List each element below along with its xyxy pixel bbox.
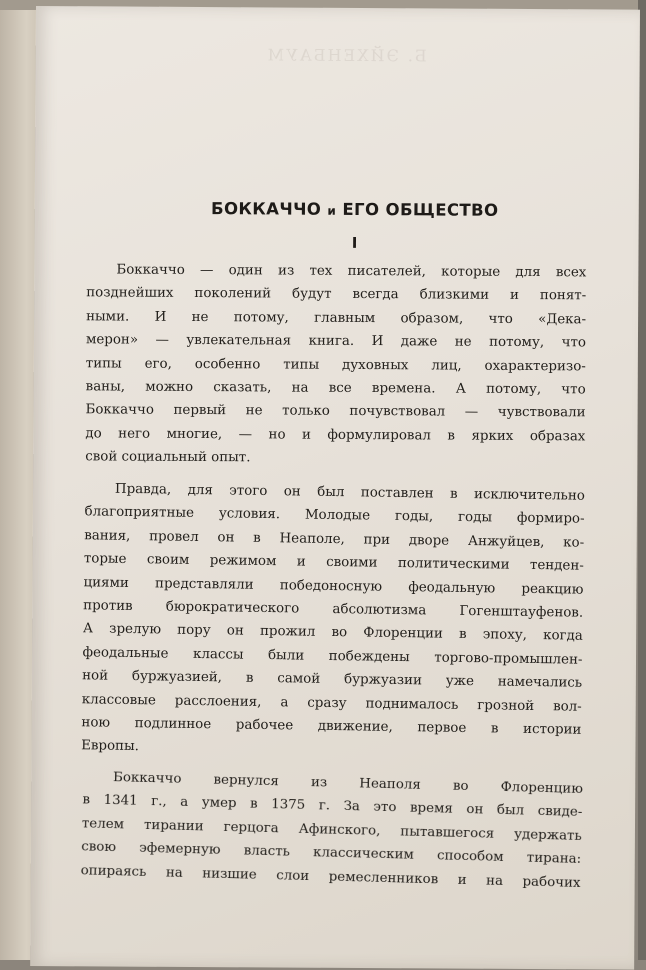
text-line: ною подлинное рабочее движение, первое в истории xyxy=(81,714,582,738)
text-line: ной буржуазией, в самой буржуазии уже намечались xyxy=(82,667,583,691)
text-line: Боккаччо вернулся из Неаполя во Флоренцию xyxy=(112,770,584,798)
show-through-text: Б. ЭЙХЕНБАУМ xyxy=(265,45,427,66)
text-line: Боккаччо первый не только почувствовал — чувствовали xyxy=(85,402,586,421)
text-line: А зрелую пору он прожил во Флоренции в эпоху, когда xyxy=(82,621,583,644)
text-line: благоприятные условия. Молодые годы, годы формиро- xyxy=(84,504,585,527)
text-line: телем тирании герцога Афинского, пытавшегося удержать xyxy=(81,816,582,844)
body-text xyxy=(80,258,587,893)
text-line: против бюрократического абсолютизма Гогенштауфенов. xyxy=(83,597,584,621)
chapter-title xyxy=(125,199,585,221)
text-line: свою эфемерную власть классическим способом тирана: xyxy=(81,839,582,868)
chapter-title-part-2: ЕГО ОБЩЕСТВО xyxy=(342,199,499,220)
text-line: ными. И не потому, главным образом, что «Дека- xyxy=(86,309,587,328)
chapter-title-conjunction: и xyxy=(327,203,337,218)
text-line: феодальные классы были побеждены торгово-промышлен- xyxy=(82,644,583,667)
text-line: вания, провел он в Неаполе, при дворе Анжуйцев, ко- xyxy=(84,527,585,551)
text-line: мерон» — увлекательная книга. И даже не потому, что xyxy=(85,332,586,351)
section-number: I xyxy=(351,233,358,252)
paragraph-2 xyxy=(81,477,585,765)
text-line: опираясь на низшие слои ремесленников и на рабочих xyxy=(80,863,581,891)
text-line: Боккаччо — один из тех писателей, которые для всех xyxy=(116,262,587,281)
text-line: Правда, для этого он был поставлен в исключительно xyxy=(114,481,586,504)
text-line: в 1341 г., а умер в 1375 г. За это время он был свиде- xyxy=(82,792,583,821)
text-line: циями представляли победоносную феодальную реакцию xyxy=(83,574,584,597)
text-line: классовые расслоения, а сразу поднималось грозной вол- xyxy=(81,691,582,714)
text-line: торые своим режимом и своими политическими тенден- xyxy=(83,550,584,574)
chapter-title-part-1: БОККАЧЧО xyxy=(210,199,322,219)
text-line: Европы. xyxy=(81,738,140,754)
book-page xyxy=(30,6,640,970)
page-right-edge xyxy=(638,0,646,960)
paragraph-1 xyxy=(85,258,586,472)
text-line: свой социальный опыт. xyxy=(85,449,251,466)
text-line: типы его, особенно типы духовных лиц, охарактеризо- xyxy=(85,355,586,374)
text-line: ваны, можно сказать, на все времена. А потому, что xyxy=(85,379,586,398)
text-line: до него многие, — но и формулировал в ярких образах xyxy=(85,426,586,445)
paragraph-3 xyxy=(80,766,583,896)
text-line: позднейших поколений будут всегда близкими и понят- xyxy=(86,285,587,304)
